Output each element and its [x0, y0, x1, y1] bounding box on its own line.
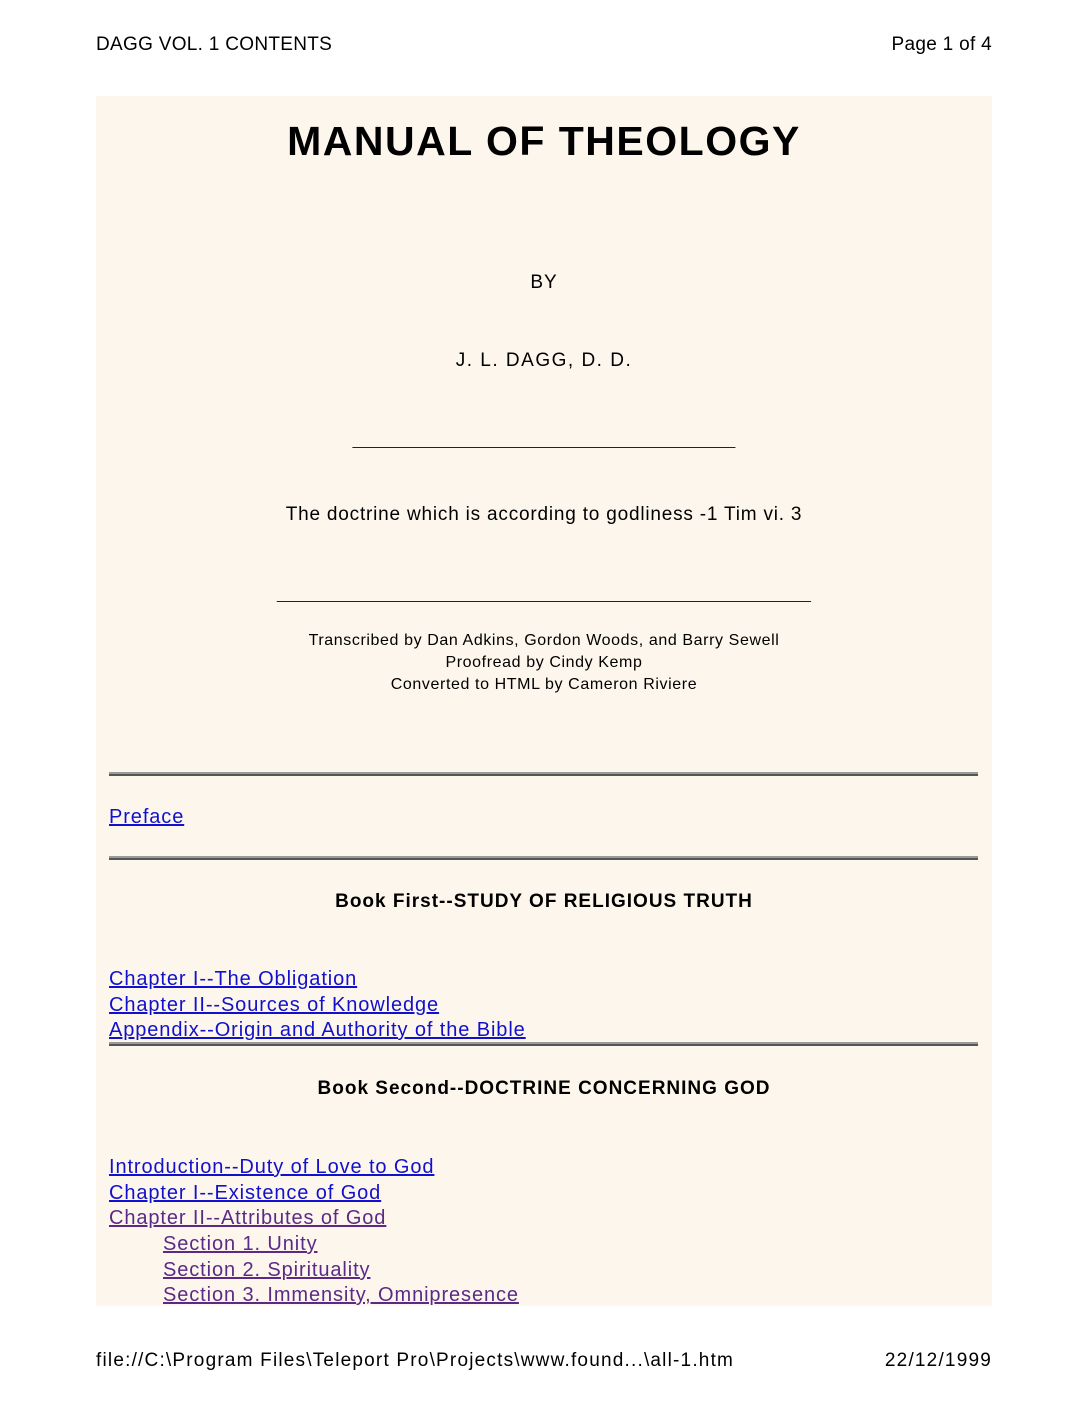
- underscore-rule-short: ___________________________________________: [352, 432, 736, 449]
- epigraph-quote: The doctrine which is according to godliness -1 Tim vi. 3: [285, 504, 803, 525]
- file-path: file://C:\Program Files\Teleport Pro\Projects\www.found...\all-1.htm: [96, 1350, 735, 1371]
- link-section-spirituality[interactable]: Section 2. Spirituality: [163, 1259, 371, 1281]
- content-panel: [96, 96, 992, 1306]
- link-appendix-bible[interactable]: Appendix--Origin and Authority of the Bible: [109, 1019, 526, 1041]
- link-chapter-1-existence[interactable]: Chapter I--Existence of God: [109, 1182, 382, 1204]
- link-chapter-2-attributes[interactable]: Chapter II--Attributes of God: [109, 1207, 387, 1229]
- underscore-rule-long: ____________________________________________________________: [277, 586, 811, 603]
- credits-block: [96, 630, 992, 696]
- divider: [109, 1042, 978, 1046]
- link-chapter-2-sources[interactable]: Chapter II--Sources of Knowledge: [109, 994, 440, 1016]
- divider: [109, 856, 978, 860]
- book-first-heading: Book First--STUDY OF RELIGIOUS TRUTH: [335, 891, 753, 912]
- link-section-immensity[interactable]: Section 3. Immensity, Omnipresence: [163, 1284, 519, 1306]
- author-name: J. L. DAGG, D. D.: [455, 350, 633, 371]
- print-footer: [96, 1350, 992, 1372]
- by-label: BY: [530, 272, 558, 293]
- credit-transcribed: Transcribed by Dan Adkins, Gordon Woods, and Barry Sewell: [308, 632, 780, 649]
- divider: [109, 772, 978, 776]
- credit-proofread: Proofread by Cindy Kemp: [445, 654, 643, 671]
- book-title: MANUAL OF THEOLOGY: [287, 118, 801, 164]
- book-second-heading: Book Second--DOCTRINE CONCERNING GOD: [317, 1078, 771, 1099]
- link-section-unity[interactable]: Section 1. Unity: [163, 1233, 318, 1255]
- print-date: 22/12/1999: [884, 1350, 992, 1371]
- link-introduction-love[interactable]: Introduction--Duty of Love to God: [109, 1156, 435, 1178]
- page-number: Page 1 of 4: [891, 34, 992, 55]
- preface-link[interactable]: Preface: [109, 806, 185, 828]
- credit-converted: Converted to HTML by Cameron Riviere: [390, 676, 698, 693]
- link-chapter-1-obligation[interactable]: Chapter I--The Obligation: [109, 968, 358, 990]
- document-title: DAGG VOL. 1 CONTENTS: [96, 34, 333, 55]
- print-header: [96, 34, 992, 56]
